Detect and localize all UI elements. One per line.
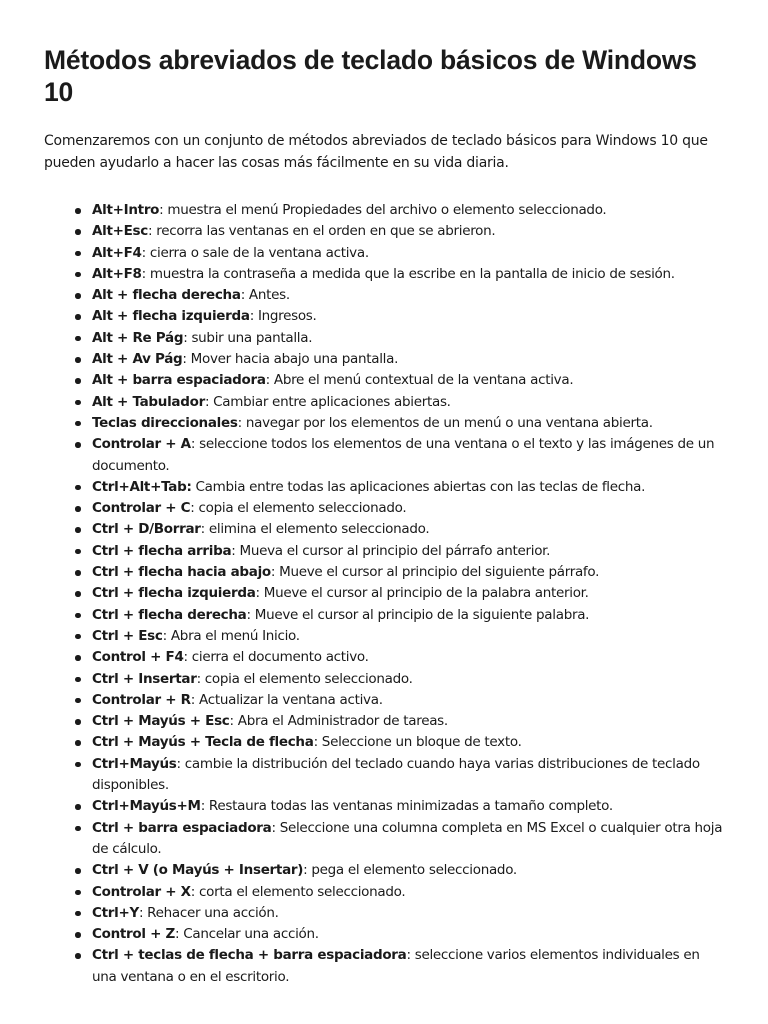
shortcut-key: Ctrl+Mayús (92, 755, 177, 772)
shortcut-key: Alt + flecha izquierda (92, 308, 250, 325)
shortcut-key: Ctrl + flecha derecha (92, 606, 247, 623)
shortcut-description: : Mueve el cursor al principio de la palabra anterior. (255, 585, 589, 602)
shortcut-item (92, 945, 728, 988)
shortcut-key: Alt + Av Pág (92, 351, 183, 368)
shortcut-description: : copia el elemento seleccionado. (196, 670, 413, 687)
shortcut-description: : Actualizar la ventana activa. (190, 691, 383, 708)
shortcut-description: : Mueve el cursor al principio del siguiente párrafo. (270, 564, 600, 581)
shortcut-key: Alt+F4 (92, 244, 142, 261)
shortcut-description: : cierra o sale de la ventana activa. (141, 244, 369, 261)
shortcut-item (92, 711, 728, 732)
shortcut-item (92, 605, 728, 626)
shortcut-item (92, 583, 728, 604)
shortcut-description: : Abre el menú contextual de la ventana activa. (265, 372, 574, 389)
shortcut-key: Controlar + C (92, 500, 191, 517)
shortcut-item (92, 243, 728, 264)
shortcut-item (92, 221, 728, 242)
shortcut-description: : recorra las ventanas en el orden en que se abrieron. (148, 223, 496, 240)
shortcut-key: Control + Z (92, 926, 176, 943)
shortcut-description: : pega el elemento seleccionado. (303, 862, 517, 879)
shortcut-description: : cambie la distribución del teclado cuando haya varias distribuciones de teclado disponibles. (92, 755, 700, 794)
shortcut-description: : Seleccione un bloque de texto. (313, 734, 522, 751)
shortcut-key: Ctrl + flecha hacia abajo (92, 564, 271, 581)
shortcut-description: : Mover hacia abajo una pantalla. (182, 351, 399, 368)
shortcut-description: : Mueve el cursor al principio de la siguiente palabra. (246, 606, 590, 623)
shortcut-item (92, 860, 728, 881)
shortcut-key: Teclas direccionales (92, 414, 238, 431)
shortcut-item (92, 690, 728, 711)
shortcut-key: Ctrl + flecha izquierda (92, 585, 256, 602)
shortcut-key: Alt + Tabulador (92, 393, 205, 410)
shortcut-key: Control + F4 (92, 649, 184, 666)
shortcut-item (92, 200, 728, 221)
shortcut-key: Ctrl + Esc (92, 627, 163, 644)
shortcut-key: Alt+Intro (92, 202, 160, 218)
shortcut-key: Ctrl + Mayús + Tecla de flecha (92, 734, 314, 751)
shortcut-description: : subir una pantalla. (183, 329, 313, 346)
shortcut-item (92, 306, 728, 327)
shortcut-key: Alt+Esc (92, 223, 149, 240)
shortcut-item (92, 264, 728, 285)
shortcut-key: Ctrl + Insertar (92, 670, 197, 687)
shortcut-item (92, 541, 728, 562)
shortcut-description: : navegar por los elementos de un menú o una ventana abierta. (237, 414, 653, 431)
shortcut-key: Ctrl + flecha arriba (92, 542, 232, 559)
article-title: Métodos abreviados de teclado básicos de Windows 10 (44, 45, 697, 107)
shortcut-description: : copia el elemento seleccionado. (190, 500, 407, 517)
shortcut-key: Alt + barra espaciadora (92, 372, 266, 389)
shortcut-key: Controlar + R (92, 691, 191, 708)
shortcut-description: : elimina el elemento seleccionado. (200, 521, 430, 538)
shortcut-item (92, 413, 728, 434)
shortcut-description: : muestra la contraseña a medida que la escribe en la pantalla de inicio de sesión. (141, 265, 675, 282)
shortcut-description: : muestra el menú Propiedades del archivo o elemento seleccionado. (159, 202, 607, 218)
shortcut-item (92, 626, 728, 647)
shortcut-item (92, 498, 728, 519)
shortcut-description: : seleccione varios elementos individuales en una ventana o en el escritorio. (92, 947, 700, 985)
shortcut-item (92, 754, 728, 797)
shortcut-item (92, 392, 728, 413)
shortcut-key: Ctrl+Alt+Tab: (92, 478, 192, 495)
shortcut-description: : cierra el documento activo. (183, 649, 369, 666)
shortcut-description: : Mueva el cursor al principio del párrafo anterior. (231, 542, 551, 559)
article-intro: Comenzaremos con un conjunto de métodos abreviados de teclado básicos para Windows 10 que pueden ayudarlo a hacer las cosas más fácilmente en su vida diaria. (44, 133, 708, 171)
shortcut-description: : Seleccione una columna completa en MS Excel o cualquier otra hoja de cálculo. (92, 819, 723, 857)
shortcut-description: : Abra el menú Inicio. (162, 627, 300, 644)
shortcut-description: : corta el elemento seleccionado. (190, 883, 406, 900)
shortcut-item (92, 328, 728, 349)
shortcut-description: : Restaura todas las ventanas minimizadas a tamaño completo. (200, 798, 613, 815)
shortcut-description: Cambia entre todas las aplicaciones abiertas con las teclas de flecha. (191, 478, 646, 495)
shortcut-list (44, 200, 728, 988)
shortcut-item (92, 669, 728, 690)
shortcut-description: : Ingresos. (249, 308, 317, 325)
shortcut-key: Ctrl+Mayús+M (92, 798, 201, 815)
shortcut-item (92, 349, 728, 370)
shortcut-key: Controlar + A (92, 436, 191, 453)
shortcut-item (92, 285, 728, 306)
shortcut-item (92, 882, 728, 903)
shortcut-item (92, 434, 728, 477)
shortcut-description: : Cambiar entre aplicaciones abiertas. (204, 393, 451, 410)
shortcut-item (92, 796, 728, 817)
shortcut-key: Alt + flecha derecha (92, 287, 241, 304)
shortcut-key: Ctrl + Mayús + Esc (92, 713, 230, 730)
shortcut-item (92, 903, 728, 924)
shortcut-key: Ctrl + barra espaciadora (92, 819, 272, 836)
shortcut-key: Controlar + X (92, 883, 191, 900)
shortcut-item (92, 818, 728, 861)
shortcut-description: : Antes. (240, 287, 290, 304)
shortcut-description: : Rehacer una acción. (138, 904, 279, 921)
shortcut-item (92, 519, 728, 540)
shortcut-key: Ctrl + D/Borrar (92, 521, 201, 538)
shortcut-description: : Abra el Administrador de tareas. (229, 713, 448, 730)
shortcut-key: Alt+F8 (92, 265, 142, 282)
shortcut-key: Alt + Re Pág (92, 329, 184, 346)
shortcut-key: Ctrl + V (o Mayús + Insertar) (92, 862, 304, 879)
shortcut-item (92, 647, 728, 668)
shortcut-item (92, 924, 728, 945)
shortcut-key: Ctrl+Y (92, 904, 139, 921)
shortcut-item (92, 562, 728, 583)
shortcut-item (92, 370, 728, 391)
shortcut-item (92, 732, 728, 753)
shortcut-description: : Cancelar una acción. (175, 926, 319, 943)
shortcut-description: : seleccione todos los elementos de una ventana o el texto y las imágenes de un documento. (92, 436, 715, 474)
shortcut-key: Ctrl + teclas de flecha + barra espaciadora (92, 947, 407, 964)
shortcut-item (92, 477, 728, 498)
